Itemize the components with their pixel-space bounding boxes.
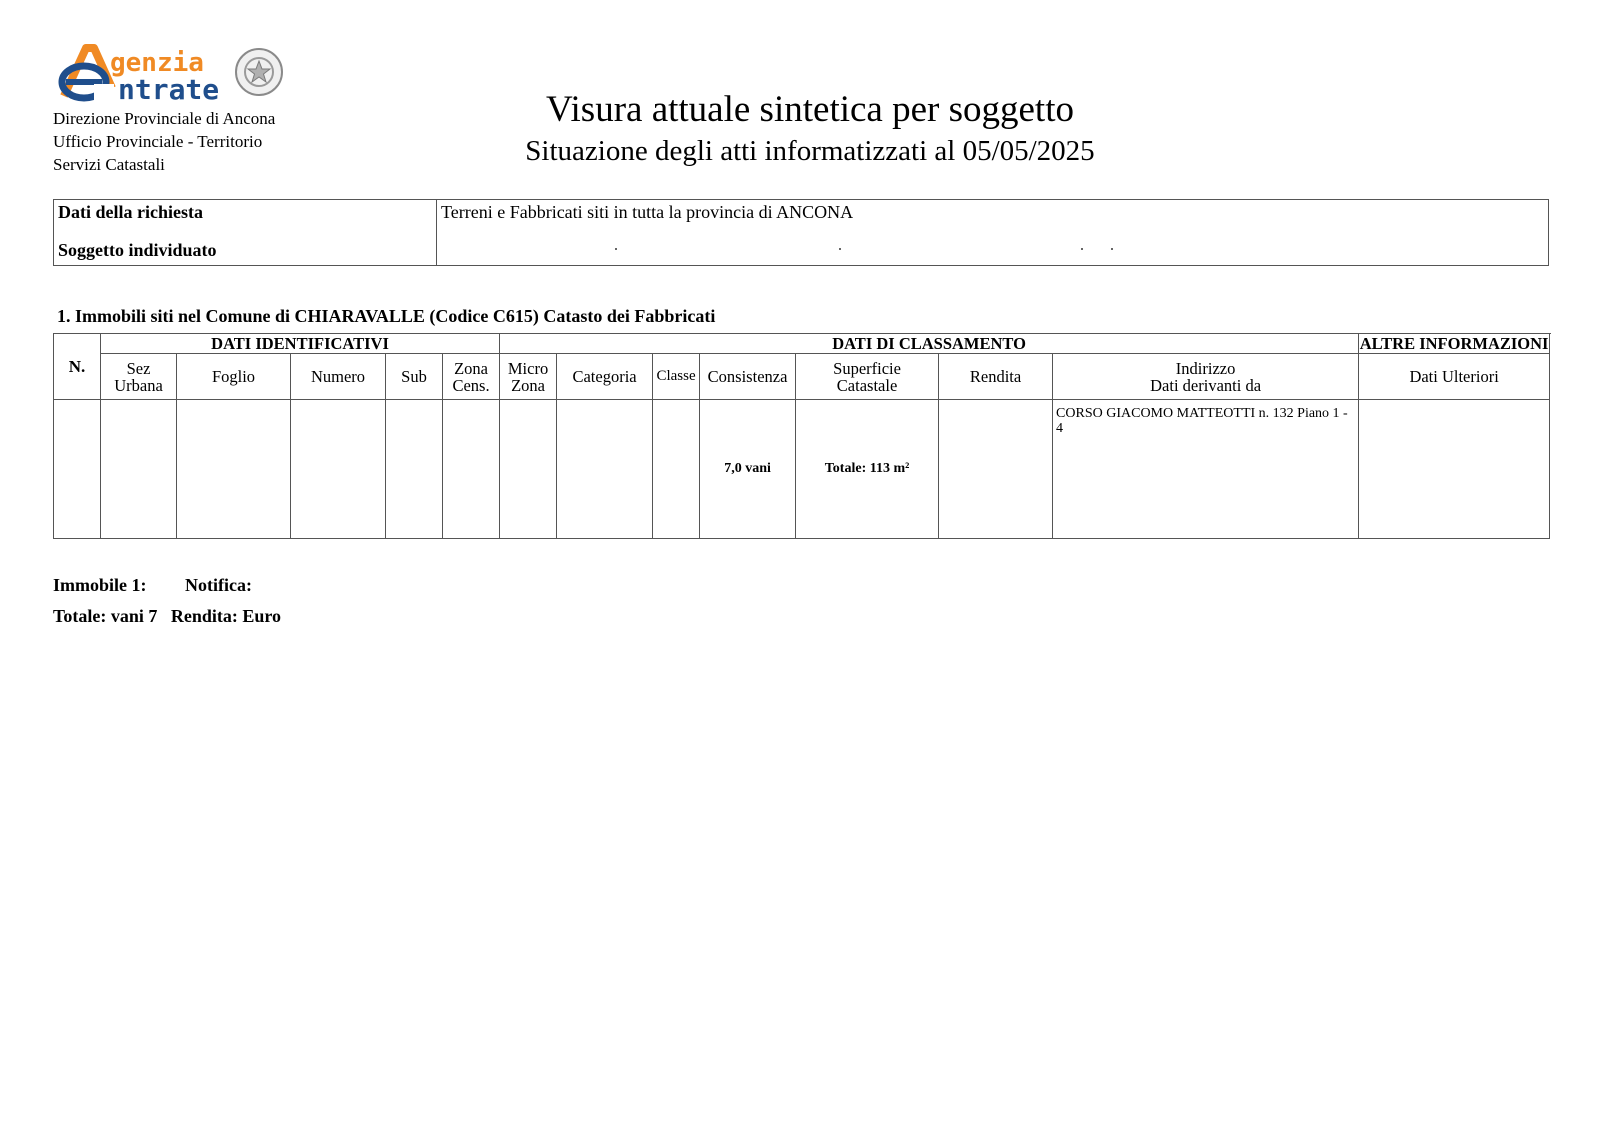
col-header-n: N. [54,334,101,400]
request-value: Terreni e Fabbricati siti in tutta la provincia di ANCONA [441,202,854,222]
col-header-micro-zona: Micro Zona [500,354,557,400]
cell-sub [386,400,443,539]
col-header-zona-cens: Zona Cens. [443,354,500,400]
cell-superficie: Totale: 113 m² [796,400,939,539]
redaction-dot [1081,248,1083,250]
properties-table [53,333,1550,539]
office-line: Direzione Provinciale di Ancona [53,109,276,128]
logo-text-genzia: genzia [110,48,204,78]
page-title: Visura attuale sintetica per soggetto [546,89,1074,130]
cell-n [54,400,101,539]
col-header-classe: Classe [653,354,700,400]
logo-text-ntrate: ntrate [118,73,220,106]
cell-zona-cens [443,400,500,539]
cell-foglio [177,400,291,539]
cell-consistenza: 7,0 vani [700,400,796,539]
page-subtitle: Situazione degli atti informatizzati al 05/05/2025 [525,135,1095,167]
office-info [53,107,275,176]
cell-classe [653,400,700,539]
request-box [53,199,1549,266]
group-header-classamento: DATI DI CLASSAMENTO [500,334,1359,354]
summary-notifica: Notifica: [185,575,252,595]
col-header-numero: Numero [291,354,386,400]
summary [53,570,281,632]
group-header-identificativi: DATI IDENTIFICATIVI [101,334,500,354]
office-line: Ufficio Provinciale - Territorio [53,132,263,151]
col-header-indirizzo: Indirizzo Dati derivanti da [1053,354,1359,400]
redaction-dot [1111,248,1113,250]
section-title: 1. Immobili siti nel Comune di CHIARAVALLE (Codice C615) Catasto dei Fabbricati [57,306,716,326]
office-line: Servizi Catastali [53,155,165,174]
summary-immobile: Immobile 1: [53,575,147,595]
summary-rendita: Rendita: Euro [170,606,282,626]
col-header-foglio: Foglio [177,354,291,400]
cell-categoria [557,400,653,539]
redaction-dot [615,248,617,250]
cell-indirizzo: CORSO GIACOMO MATTEOTTI n. 132 Piano 1 - 4 [1053,400,1359,539]
col-header-dati-ulteriori: Dati Ulteriori [1359,354,1550,400]
cell-micro-zona [500,400,557,539]
col-header-superficie: Superficie Catastale [796,354,939,400]
cell-numero [291,400,386,539]
subject-label: Soggetto individuato [58,240,217,260]
col-header-sub: Sub [386,354,443,400]
redaction-dot [839,248,841,250]
cell-rendita [939,400,1053,539]
col-header-categoria: Categoria [557,354,653,400]
cell-sez-urbana [101,400,177,539]
agenzia-entrate-logo [54,44,294,108]
cell-dati-ulteriori [1359,400,1550,539]
group-header-altre: ALTRE INFORMAZIONI [1359,333,1549,353]
col-header-consistenza: Consistenza [700,354,796,400]
col-header-sez-urbana: Sez Urbana [101,354,177,400]
table-row [54,400,1550,539]
request-label: Dati della richiesta [58,202,203,222]
summary-totale: Totale: vani 7 [53,606,158,626]
col-header-rendita: Rendita [939,354,1053,400]
